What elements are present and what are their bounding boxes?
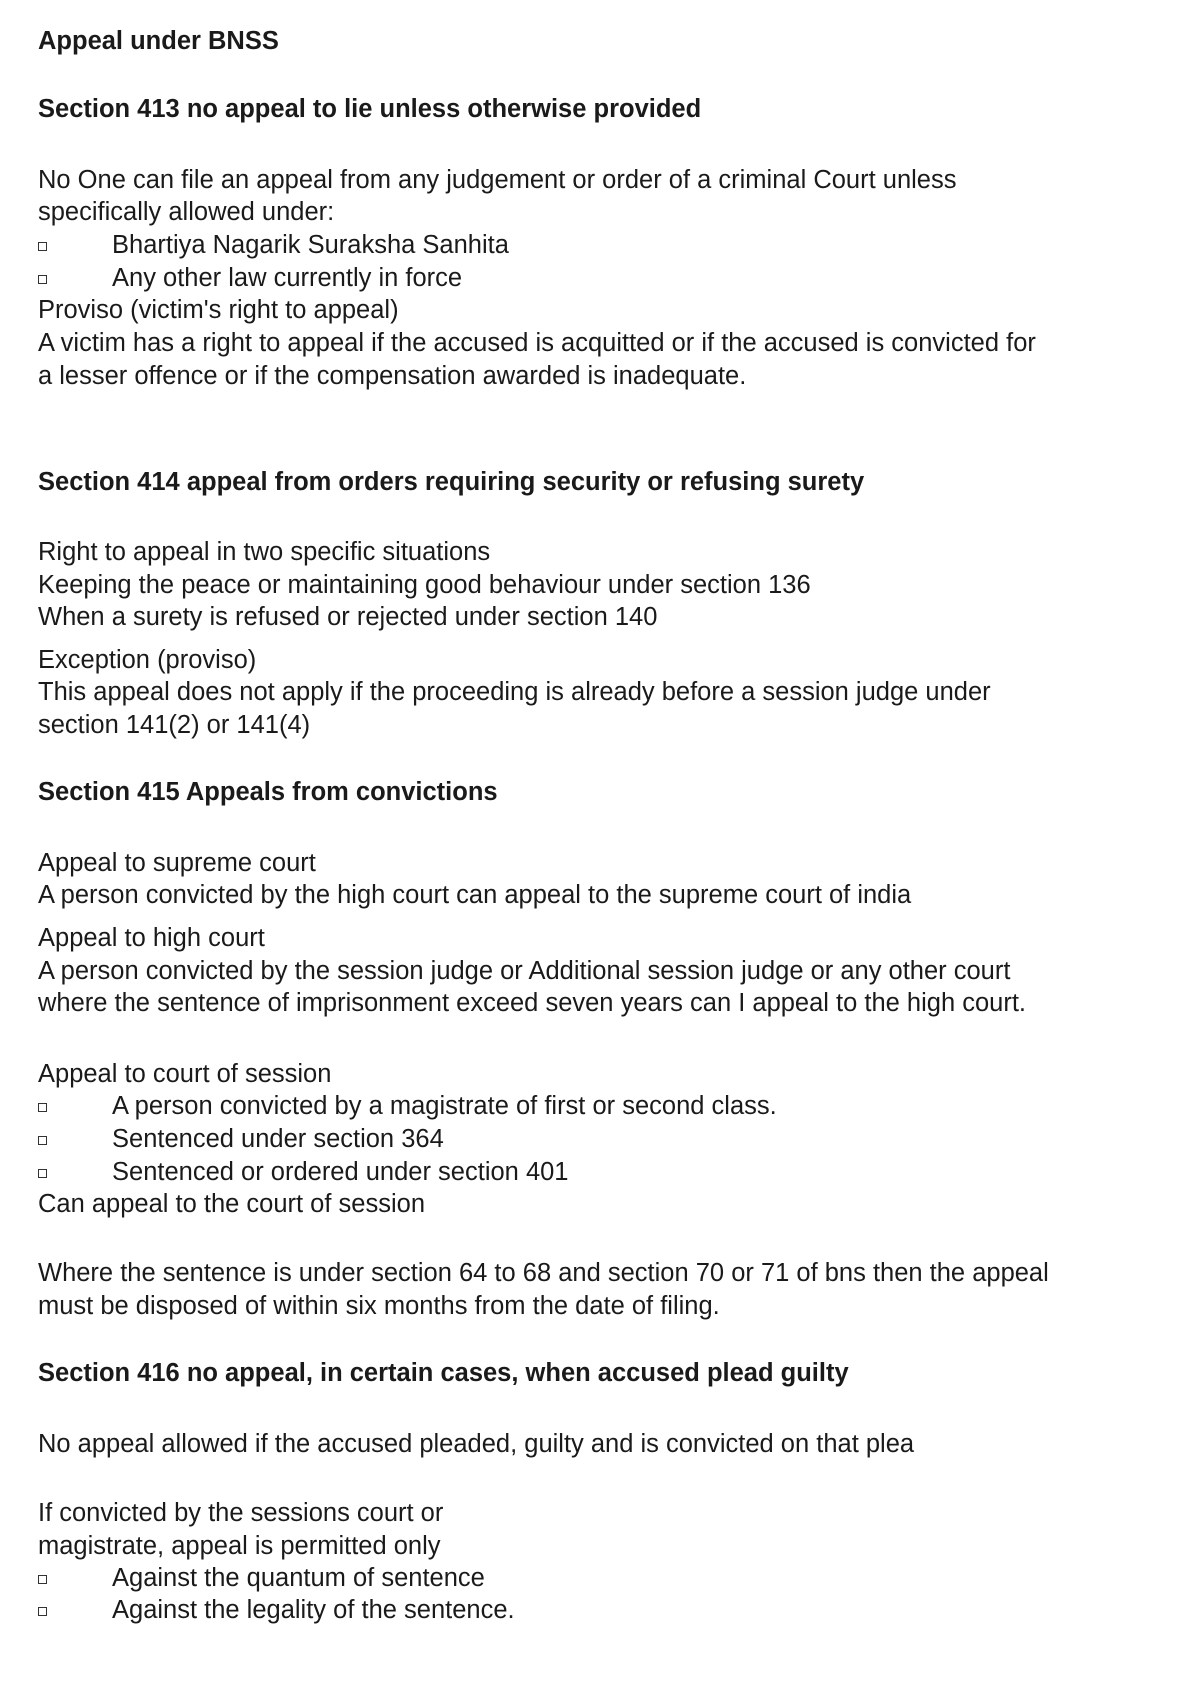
section-414-exception-line2: section 141(2) or 141(4)	[38, 711, 311, 739]
square-bullet-icon	[38, 242, 47, 251]
square-bullet-icon	[38, 275, 47, 284]
document-title: Appeal under BNSS	[38, 27, 279, 55]
section-413-intro-line2: specifically allowed under:	[38, 198, 335, 226]
section-416-line2: If convicted by the sessions court or	[38, 1499, 444, 1527]
square-bullet-icon	[38, 1136, 47, 1145]
section-414-line2: Keeping the peace or maintaining good behaviour under section 136	[38, 571, 811, 599]
section-415-hc-line1: A person convicted by the session judge or Additional session judge or any other court	[38, 957, 1011, 985]
square-bullet-icon	[38, 1103, 47, 1112]
section-414-line3: When a surety is refused or rejected under section 140	[38, 603, 658, 631]
section-413-intro-line1: No One can file an appeal from any judgement or order of a criminal Court unless	[38, 166, 957, 194]
bullet-text: Any other law currently in force	[112, 264, 463, 292]
section-413-proviso-line1: A victim has a right to appeal if the accused is acquitted or if the accused is convicted for	[38, 329, 1036, 357]
section-413-proviso-line2: a lesser offence or if the compensation awarded is inadequate.	[38, 362, 747, 390]
section-415-hc-label: Appeal to high court	[38, 924, 265, 952]
section-414-line1: Right to appeal in two specific situations	[38, 538, 491, 566]
bullet-text: Sentenced under section 364	[112, 1125, 444, 1153]
section-413-proviso-label: Proviso (victim's right to appeal)	[38, 296, 399, 324]
section-415-cs-label: Appeal to court of session	[38, 1060, 332, 1088]
section-416-line1: No appeal allowed if the accused pleaded, guilty and is convicted on that plea	[38, 1430, 915, 1458]
section-415-sc-text: A person convicted by the high court can appeal to the supreme court of india	[38, 881, 912, 909]
section-413-heading: Section 413 no appeal to lie unless otherwise provided	[38, 95, 702, 123]
bullet-text: A person convicted by a magistrate of first or second class.	[112, 1092, 777, 1120]
bullet-text: Against the legality of the sentence.	[112, 1596, 515, 1624]
square-bullet-icon	[38, 1607, 47, 1616]
section-414-heading: Section 414 appeal from orders requiring security or refusing surety	[38, 468, 865, 496]
section-415-timeline-line1: Where the sentence is under section 64 to 68 and section 70 or 71 of bns then the appeal	[38, 1259, 1049, 1287]
section-414-exception-line1: This appeal does not apply if the proceeding is already before a session judge under	[38, 678, 991, 706]
section-415-heading: Section 415 Appeals from convictions	[38, 778, 498, 806]
square-bullet-icon	[38, 1169, 47, 1178]
section-415-timeline-line2: must be disposed of within six months from the date of filing.	[38, 1292, 720, 1320]
section-415-sc-label: Appeal to supreme court	[38, 849, 316, 877]
section-415-hc-line2: where the sentence of imprisonment exceed seven years can I appeal to the high court.	[38, 989, 1027, 1017]
section-416-heading: Section 416 no appeal, in certain cases, when accused plead guilty	[38, 1359, 849, 1387]
section-416-line3: magistrate, appeal is permitted only	[38, 1532, 441, 1560]
square-bullet-icon	[38, 1575, 47, 1584]
section-415-cs-footer: Can appeal to the court of session	[38, 1190, 425, 1218]
section-414-exception-label: Exception (proviso)	[38, 646, 257, 674]
bullet-text: Sentenced or ordered under section 401	[112, 1158, 569, 1186]
bullet-text: Bhartiya Nagarik Suraksha Sanhita	[112, 231, 509, 259]
bullet-text: Against the quantum of sentence	[112, 1564, 485, 1592]
